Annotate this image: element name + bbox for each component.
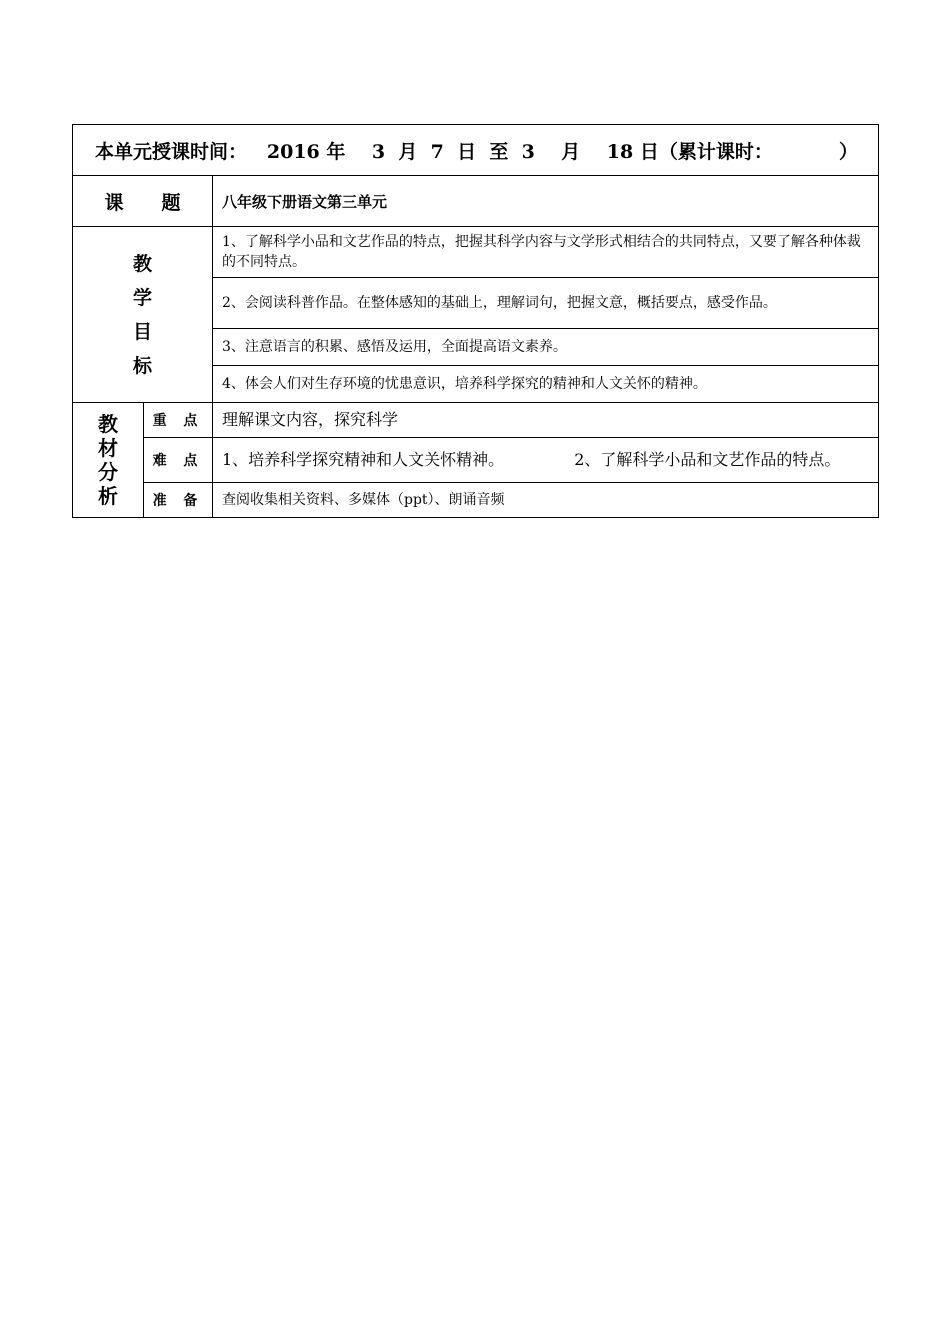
difficulty-item-1: 1、培养科学探究精神和人文关怀精神。 bbox=[222, 450, 505, 469]
goals-char-4: 标 bbox=[132, 354, 152, 377]
analysis-prep-row bbox=[73, 483, 879, 518]
goals-char-3: 目 bbox=[132, 320, 152, 343]
topic-label: 课 题 bbox=[73, 176, 213, 227]
analysis-char-4: 析 bbox=[98, 484, 118, 508]
schedule-label: 本单元授课时间： bbox=[95, 140, 248, 163]
difficulty-item-2: 2、了解科学小品和文艺作品的特点。 bbox=[574, 450, 841, 469]
schedule-row bbox=[73, 125, 879, 176]
preparation-value: 查阅收集相关资料、多媒体（ppt）、朗诵音频 bbox=[213, 483, 879, 518]
topic-value: 八年级下册语文第三单元 bbox=[213, 176, 879, 227]
to-word: 至 bbox=[489, 140, 509, 163]
analysis-char-2: 材 bbox=[98, 436, 118, 460]
analysis-difficulty-row bbox=[73, 438, 879, 483]
goal-row-1 bbox=[73, 227, 879, 278]
goal-item-1: 1、了解科学小品和文艺作品的特点，把握其科学内容与文学形式相结合的共同特点，又要了解各种体裁的不同特点。 bbox=[213, 227, 879, 278]
difficulty-value bbox=[213, 438, 879, 483]
month-unit-2: 月 bbox=[561, 140, 581, 163]
start-month: 3 bbox=[371, 140, 386, 163]
material-analysis-label bbox=[73, 403, 144, 518]
close-paren: ） bbox=[839, 140, 859, 163]
lesson-plan-table bbox=[72, 124, 879, 518]
key-point-label: 重 点 bbox=[144, 403, 213, 438]
month-unit: 月 bbox=[398, 140, 418, 163]
day-unit: 日 bbox=[457, 140, 477, 163]
end-day: 18 bbox=[606, 140, 634, 163]
schedule-year: 2016 bbox=[266, 140, 320, 163]
key-point-value: 理解课文内容，探究科学 bbox=[213, 403, 879, 438]
lesson-plan-sheet bbox=[72, 124, 878, 518]
start-day: 7 bbox=[430, 140, 444, 163]
teaching-goals-label bbox=[73, 227, 213, 403]
end-month: 3 bbox=[521, 140, 535, 163]
preparation-label: 准 备 bbox=[144, 483, 213, 518]
goal-item-3: 3、注意语言的积累、感悟及运用，全面提高语文素养。 bbox=[213, 329, 879, 366]
goal-item-4: 4、体会人们对生存环境的忧患意识，培养科学探究的精神和人文关怀的精神。 bbox=[213, 366, 879, 403]
cumulative-label: 日（累计课时： bbox=[639, 140, 773, 163]
year-unit: 年 bbox=[326, 140, 346, 163]
analysis-char-1: 教 bbox=[98, 412, 118, 436]
schedule-cell bbox=[73, 125, 879, 176]
goals-char-2: 学 bbox=[132, 286, 152, 309]
goals-char-1: 教 bbox=[132, 252, 152, 275]
analysis-char-3: 分 bbox=[98, 460, 118, 484]
difficulty-label: 难 点 bbox=[144, 438, 213, 483]
goal-item-2: 2、会阅读科普作品。在整体感知的基础上，理解词句，把握文意，概括要点，感受作品。 bbox=[213, 278, 879, 329]
analysis-key-row bbox=[73, 403, 879, 438]
topic-row bbox=[73, 176, 879, 227]
